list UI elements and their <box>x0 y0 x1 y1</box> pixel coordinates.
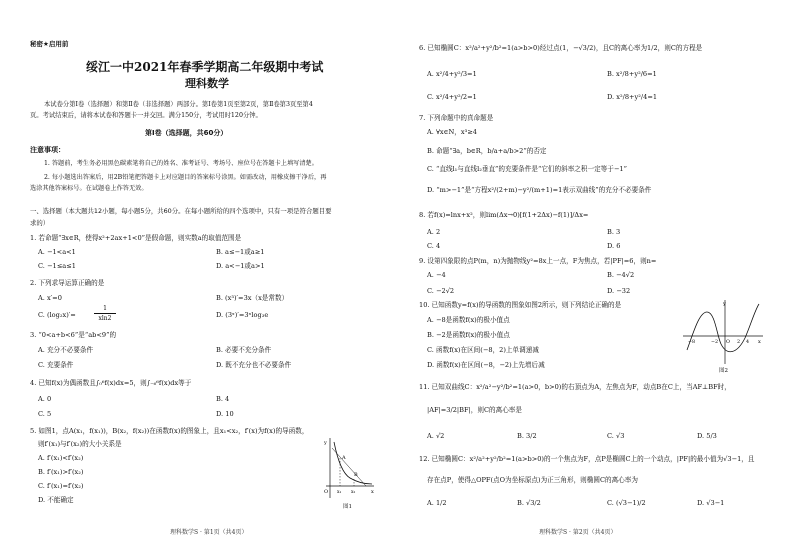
option-4c: C. 5 <box>38 410 52 418</box>
option-9a: A. −4 <box>427 271 446 279</box>
tick-label-x1: x₁ <box>337 490 342 495</box>
tick-label-4: 4 <box>746 340 750 345</box>
option-12b: B. √3/2 <box>517 499 541 507</box>
axis-label-x: x <box>371 489 374 495</box>
option-5a: A. f′(x₁)<f′(x₂) <box>38 454 84 462</box>
option-9d: D. −32 <box>607 287 631 295</box>
question-1: 1. 若命题“∃x∈R，使得x²+2ax+1<0”是假命题，则实数a的取值范围是 <box>30 234 242 242</box>
option-6b: B. x²/8+y²/6=1 <box>607 70 657 78</box>
option-10d: D. 函数f(x)在区间(−8，−2)上先增后减 <box>427 361 545 369</box>
option-3d: D. 既不充分也不必要条件 <box>216 361 292 369</box>
option-4a: A. 0 <box>38 395 52 403</box>
option-11a: A. √2 <box>427 432 445 440</box>
option-1b: B. a≤−1或a≥1 <box>216 248 265 256</box>
exam-page-2 <box>397 0 794 544</box>
option-5d: D. 不能确定 <box>38 496 74 504</box>
option-6d: D. x²/8+y²/4=1 <box>607 93 658 101</box>
tick-label-m2: −2 <box>711 340 719 345</box>
question-9: 9. 设第四象限的点P(m，n)为抛物线y²=8x上一点，F为焦点，若|PF|=6，则n= <box>419 257 657 265</box>
option-12a: A. 1/2 <box>427 499 447 507</box>
section-title: 第Ⅰ卷（选择题，共60分） <box>145 129 228 137</box>
tick-label-2: 2 <box>737 340 741 345</box>
intro-text: 页。考试结束后，请将本试卷和答题卡一并交回。满分150分，考试用时120分钟。 <box>30 112 262 119</box>
question-11-cont: |AF|=3/2|BF|，则C的离心率是 <box>427 406 522 414</box>
notice-item: 2. 每小题选出答案后，用2B铅笔把答题卡上对应题目的答案标号涂黑。如需改动，用橡皮擦干净后，再 <box>44 174 327 181</box>
question-12: 12. 已知椭圆C：x²/a²+y²/b²=1(a>b>0)的一个焦点为F，点P是椭圆C上的一个动点，|PF|的最小值为√3−1，且 <box>419 455 755 463</box>
option-2c: C. (log₂x)′= <box>38 311 76 319</box>
option-10b: B. −2是函数f(x)的极小值点 <box>427 331 510 339</box>
page-subtitle: 理科数学 <box>185 77 229 90</box>
axis-label-y: y <box>723 301 726 307</box>
notice-item: 1. 答题前，考生务必用黑色碳素笔将自己的姓名、准考证号、考场号、座位号在答题卡上填写清楚。 <box>44 160 318 167</box>
axis-label-y: y <box>324 440 327 446</box>
origin-label: O <box>324 489 329 495</box>
axis-label-x: x <box>758 339 761 345</box>
notice-item: 选涂其他答案标号。在试题卷上作答无效。 <box>30 185 148 192</box>
page-title: 绥江一中2021年春季学期高二年级期中考试 <box>86 60 324 74</box>
option-1c: C. −1≤a≤1 <box>38 262 76 270</box>
option-11b: B. 3/2 <box>517 432 537 440</box>
secret-tag: 秘密★启用前 <box>30 40 69 48</box>
point-label-a: A <box>342 455 346 461</box>
fraction-bar <box>94 313 116 314</box>
option-8d: D. 6 <box>607 242 621 250</box>
tick-label-m8: −8 <box>688 340 696 345</box>
option-2c-numerator: 1 <box>103 305 107 312</box>
option-5c: C. f′(x₁)=f′(x₂) <box>38 482 84 490</box>
question-10: 10. 已知函数y=f(x)的导函数的图象如图2所示，则下列结论正确的是 <box>419 301 622 309</box>
option-6c: C. x²/4+y²/2=1 <box>427 93 477 101</box>
option-12d: D. √3−1 <box>697 499 725 507</box>
option-12c: C. (√3−1)/2 <box>607 499 646 507</box>
option-10a: A. −8是函数f(x)的极小值点 <box>427 316 510 324</box>
option-8c: C. 4 <box>427 242 441 250</box>
figure-1 <box>318 436 378 502</box>
part-heading: 求的） <box>30 219 50 227</box>
option-10c: C. 函数f(x)在区间(−8，2)上单调递减 <box>427 346 539 354</box>
notice-title: 注意事项： <box>30 146 65 154</box>
figure-2 <box>681 298 765 368</box>
question-6: 6. 已知椭圆C：x²/a²+y²/b²=1(a>b>0)经过点(1，−√3/2)，且C的离心率为1/2，则C的方程是 <box>419 44 703 52</box>
part-heading: 一、选择题（本大题共12小题，每小题5分，共60分。在每小题所给的四个选项中，只有一项是符合题目要 <box>30 207 332 215</box>
option-4d: D. 10 <box>216 410 234 418</box>
option-2a: A. x′=0 <box>38 294 62 302</box>
question-5-cont: 则f′(x₁)与f′(x₂)的大小关系是 <box>38 440 122 448</box>
option-2b: B. (x³)′=3x（x是常数） <box>216 294 289 302</box>
question-5: 5. 如图1，点A(x₁，f(x₁))，B(x₂，f(x₂))在函数f(x)的图象上，且x₁<x₂，f′(x)为f(x)的导函数， <box>30 427 309 435</box>
figure-1-caption: 图1 <box>343 504 352 510</box>
option-1d: D. a<−1或a>1 <box>216 262 265 270</box>
page-footer: 理科数学S · 第1页（共4页） <box>170 528 248 536</box>
option-7c: C. “直线l₁与直线l₂垂直”的充要条件是“它们的斜率之积一定等于−1” <box>427 165 627 173</box>
page-footer: 理科数学S · 第2页（共4页） <box>539 528 617 536</box>
curve <box>334 442 372 484</box>
intro-text: 本试卷分第Ⅰ卷（选择题）和第Ⅱ卷（非选择题）两部分。第Ⅰ卷第1页至第2页，第Ⅱ卷第3页至第4 <box>44 101 313 108</box>
option-7a: A. ∀x∈N，x³≥4 <box>427 128 477 136</box>
origin-label: O <box>726 340 730 345</box>
option-3b: B. 必要不充分条件 <box>216 346 272 354</box>
option-3a: A. 充分不必要条件 <box>38 346 94 354</box>
option-5b: B. f′(x₁)>f′(x₂) <box>38 468 84 476</box>
point-label-b: B <box>354 472 358 478</box>
option-7b: B. 命题“∃a，b∈R，b/a+a/b>2”的否定 <box>427 147 547 155</box>
option-8a: A. 2 <box>427 228 441 236</box>
option-7d: D. “m>−1”是“方程x²/(2+m)−y²/(m+1)=1表示双曲线”的充分不必要条件 <box>427 186 652 194</box>
question-4: 4. 已知f(x)为偶函数且∫₀⁶f(x)dx=5，则∫₋₆⁶f(x)dx等于 <box>30 379 192 387</box>
question-3: 3. “0<a+b<6”是“ab<9”的 <box>30 331 117 339</box>
option-2c-denominator: xln2 <box>98 315 112 322</box>
figure-2-caption: 图2 <box>719 368 728 374</box>
option-6a: A. x²/4+y²/3=1 <box>427 70 477 78</box>
option-2d: D. (3ˣ)′=3ˣlog₃e <box>216 311 269 319</box>
option-9c: C. −2√2 <box>427 287 455 295</box>
tick-label-x2: x₂ <box>351 490 356 495</box>
option-8b: B. 3 <box>607 228 621 236</box>
option-11c: C. √3 <box>607 432 625 440</box>
question-8: 8. 若f(x)=lnx+x²，则lim(Δx→0)[f(1+2Δx)−f(1)]/Δx= <box>419 211 589 219</box>
option-1a: A. −1<a<1 <box>38 248 76 256</box>
question-12-cont: 存在点P，使得△OPF(点O为坐标原点)为正三角形，则椭圆C的离心率为 <box>427 476 638 484</box>
option-3c: C. 充要条件 <box>38 361 74 369</box>
question-11: 11. 已知双曲线C：x²/a²−y²/b²=1(a>0，b>0)的右顶点为A，左焦点为F，动点B在C上，当AF⊥BF时， <box>419 383 731 391</box>
question-7: 7. 下列命题中的真命题是 <box>419 114 494 122</box>
question-2: 2. 下列求导运算正确的是 <box>30 279 105 287</box>
option-4b: B. 4 <box>216 395 230 403</box>
option-11d: D. 5/3 <box>697 432 717 440</box>
option-9b: B. −4√2 <box>607 271 635 279</box>
secant-line <box>332 448 366 486</box>
